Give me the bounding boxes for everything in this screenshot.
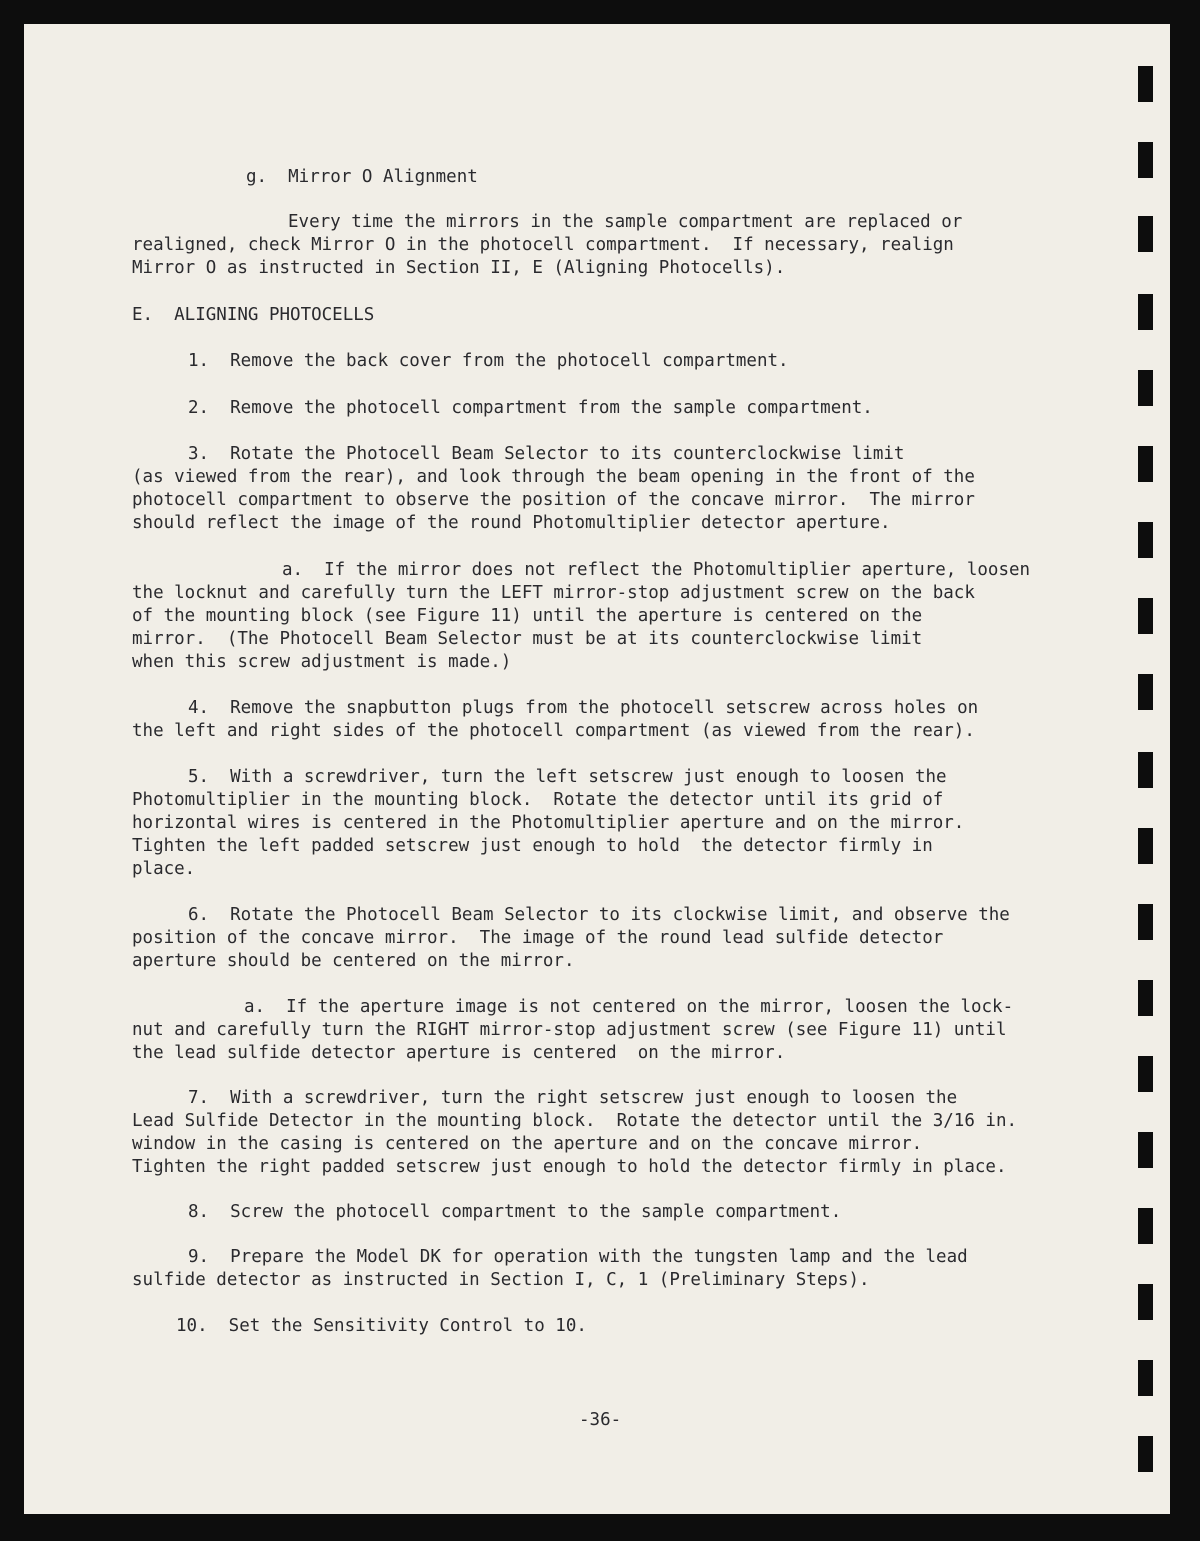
- step-4: 4. Remove the snapbutton plugs from the photocell setscrew across holes on: [188, 698, 979, 718]
- step-6: 6. Rotate the Photocell Beam Selector to its clockwise limit, and observe the: [188, 905, 1010, 925]
- step-6a-line: nut and carefully turn the RIGHT mirror-stop adjustment screw (see Figure 11) until: [132, 1020, 1007, 1040]
- step-7-line: Tighten the right padded setscrew just enough to hold the detector firmly in place.: [132, 1157, 1007, 1177]
- section-e-heading: E. ALIGNING PHOTOCELLS: [132, 305, 375, 325]
- binder-hole-mark: [1138, 446, 1153, 482]
- step-6-line: aperture should be centered on the mirror.: [132, 951, 575, 971]
- binder-hole-mark: [1138, 904, 1153, 940]
- page-number: -36-: [579, 1410, 622, 1430]
- step-5: 5. With a screwdriver, turn the left setscrew just enough to loosen the: [188, 767, 947, 787]
- binder-hole-mark: [1138, 1056, 1153, 1092]
- step-3-line: should reflect the image of the round Photomultiplier detector aperture.: [132, 513, 891, 533]
- step-3a: a. If the mirror does not reflect the Photomultiplier aperture, loosen: [282, 560, 1031, 580]
- step-3a-line: when this screw adjustment is made.): [132, 652, 512, 672]
- step-5-line: place.: [132, 859, 196, 879]
- binder-hole-mark: [1138, 980, 1153, 1016]
- binder-hole-mark: [1138, 370, 1153, 406]
- binder-hole-mark: [1138, 1360, 1153, 1396]
- paragraph-line: realigned, check Mirror O in the photocell compartment. If necessary, realign: [132, 235, 954, 255]
- step-3: 3. Rotate the Photocell Beam Selector to its counterclockwise limit: [188, 444, 905, 464]
- paragraph-line: Mirror O as instructed in Section II, E (Aligning Photocells).: [132, 258, 786, 278]
- step-3a-line: the locknut and carefully turn the LEFT mirror-stop adjustment screw on the back: [132, 583, 975, 603]
- step-1: 1. Remove the back cover from the photocell compartment.: [188, 351, 789, 371]
- step-7-line: Lead Sulfide Detector in the mounting block. Rotate the detector until the 3/16 in.: [132, 1111, 1018, 1131]
- step-2: 2. Remove the photocell compartment from the sample compartment.: [188, 398, 873, 418]
- binder-hole-mark: [1138, 216, 1153, 252]
- step-9: 9. Prepare the Model DK for operation with the tungsten lamp and the lead: [188, 1247, 968, 1267]
- binder-hole-mark: [1138, 1208, 1153, 1244]
- binder-hole-mark: [1138, 674, 1153, 710]
- document-page: [24, 24, 1170, 1514]
- step-6a-line: the lead sulfide detector aperture is centered on the mirror.: [132, 1043, 786, 1063]
- step-6a: a. If the aperture image is not centered on the mirror, loosen the lock-: [244, 997, 1014, 1017]
- binder-hole-mark: [1138, 828, 1153, 864]
- binder-hole-mark: [1138, 1132, 1153, 1168]
- binder-hole-mark: [1138, 142, 1153, 178]
- step-9-line: sulfide detector as instructed in Section I, C, 1 (Preliminary Steps).: [132, 1270, 870, 1290]
- section-g-heading: g. Mirror O Alignment: [246, 167, 478, 187]
- binder-hole-mark: [1138, 752, 1153, 788]
- step-7-line: window in the casing is centered on the aperture and on the concave mirror.: [132, 1134, 923, 1154]
- binder-hole-mark: [1138, 522, 1153, 558]
- step-6-line: position of the concave mirror. The image of the round lead sulfide detector: [132, 928, 944, 948]
- step-4-line: the left and right sides of the photocell compartment (as viewed from the rear).: [132, 721, 975, 741]
- step-7: 7. With a screwdriver, turn the right setscrew just enough to loosen the: [188, 1088, 958, 1108]
- step-5-line: horizontal wires is centered in the Photomultiplier aperture and on the mirror.: [132, 813, 965, 833]
- binder-hole-mark: [1138, 1284, 1153, 1320]
- binder-hole-mark: [1138, 294, 1153, 330]
- binder-hole-mark: [1138, 598, 1153, 634]
- binder-hole-mark: [1138, 66, 1153, 102]
- step-10: 10. Set the Sensitivity Control to 10.: [176, 1316, 587, 1336]
- step-3-line: photocell compartment to observe the position of the concave mirror. The mirror: [132, 490, 975, 510]
- step-3-line: (as viewed from the rear), and look through the beam opening in the front of the: [132, 467, 975, 487]
- step-5-line: Photomultiplier in the mounting block. Rotate the detector until its grid of: [132, 790, 944, 810]
- binder-hole-mark: [1138, 1436, 1153, 1472]
- step-8: 8. Screw the photocell compartment to the sample compartment.: [188, 1202, 842, 1222]
- step-3a-line: of the mounting block (see Figure 11) until the aperture is centered on the: [132, 606, 923, 626]
- step-5-line: Tighten the left padded setscrew just enough to hold the detector firmly in: [132, 836, 933, 856]
- paragraph-line: Every time the mirrors in the sample compartment are replaced or: [288, 212, 963, 232]
- step-3a-line: mirror. (The Photocell Beam Selector must be at its counterclockwise limit: [132, 629, 923, 649]
